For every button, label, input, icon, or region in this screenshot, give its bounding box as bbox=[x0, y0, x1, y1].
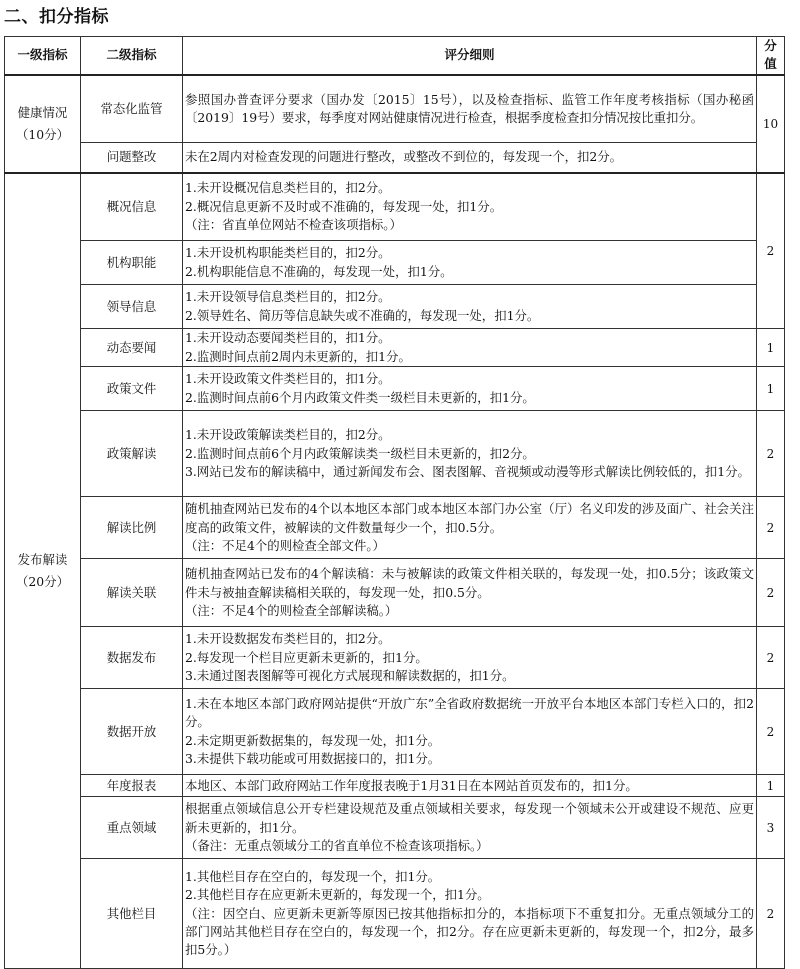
score-value: 2 bbox=[757, 173, 785, 329]
detail-line: 1.其他栏目存在空白的，每发现一个，扣1分。 bbox=[185, 868, 441, 884]
detail-line: 1.未开设数据发布类栏目的，扣2分。 bbox=[185, 631, 391, 647]
detail-line: 2.其他栏目存在应更新未更新的，每发现一个，扣1分。 bbox=[185, 887, 490, 903]
category-total: （20分） bbox=[16, 574, 69, 590]
table-row bbox=[5, 143, 785, 173]
indicator-name: 解读关联 bbox=[81, 559, 183, 627]
detail-line: （注：不足4个的则检查全部解读稿。） bbox=[185, 603, 398, 619]
score-value: 2 bbox=[757, 689, 785, 775]
indicator-detail bbox=[183, 411, 757, 497]
detail-line: 2.监测时间点前6个月内政策解读类一级栏目未更新的，扣2分。 bbox=[185, 445, 535, 461]
header-level1: 一级指标 bbox=[5, 37, 81, 75]
category-name: 发布解读 bbox=[17, 552, 68, 568]
indicator-detail bbox=[183, 241, 757, 285]
detail-line: （注：省直单位网站不检查该项指标。） bbox=[185, 217, 402, 233]
detail-line: 本地区、本部门政府网站工作年度报表晚于1月31日在本网站首页发布的，扣1分。 bbox=[185, 777, 638, 793]
detail-line: 1.未在本地区本部门政府网站提供“开放广东”全省政府数据统一开放平台本地区本部门专栏入口的，扣2分。 bbox=[185, 696, 754, 730]
category-total: （10分） bbox=[16, 126, 69, 142]
indicator-detail bbox=[183, 497, 757, 559]
score-value: 3 bbox=[757, 797, 785, 859]
score-value: 1 bbox=[757, 329, 785, 367]
indicator-name: 动态要闻 bbox=[81, 329, 183, 367]
detail-line: 2.监测时间点前2周内未更新的，扣1分。 bbox=[185, 348, 411, 364]
indicator-name: 数据开放 bbox=[81, 689, 183, 775]
score-value: 1 bbox=[757, 775, 785, 797]
score-value: 1 bbox=[757, 367, 785, 411]
section-title: 二、扣分指标 bbox=[4, 7, 109, 27]
indicator-detail bbox=[183, 143, 757, 173]
score-value: 10 bbox=[757, 75, 785, 173]
indicator-name: 其他栏目 bbox=[81, 859, 183, 969]
header-level2: 二级指标 bbox=[81, 37, 183, 75]
detail-line: 1.未开设机构职能类栏目的，扣2分。 bbox=[185, 245, 391, 261]
indicator-name: 领导信息 bbox=[81, 285, 183, 329]
indicator-detail bbox=[183, 285, 757, 329]
indicator-detail bbox=[183, 367, 757, 411]
indicator-name: 年度报表 bbox=[81, 775, 183, 797]
table-row bbox=[5, 173, 785, 241]
category-publish bbox=[5, 173, 81, 969]
table-row bbox=[5, 329, 785, 367]
table-row bbox=[5, 627, 785, 689]
detail-line: 2.监测时间点前6个月内政策文件类一级栏目未更新的，扣1分。 bbox=[185, 389, 535, 405]
indicator-name: 政策解读 bbox=[81, 411, 183, 497]
table-row bbox=[5, 689, 785, 775]
table-row bbox=[5, 285, 785, 329]
detail-line: （备注：无重点领域分工的省直单位不检查该项指标。） bbox=[185, 838, 489, 854]
indicator-name: 问题整改 bbox=[81, 143, 183, 173]
indicator-name: 常态化监管 bbox=[81, 75, 183, 143]
indicator-name: 机构职能 bbox=[81, 241, 183, 285]
detail-line: 随机抽查网站已发布的4个以本地区本部门或本地区本部门办公室（厅）名义印发的涉及面广、社会关注度高的政策文件，被解读的文件数量每少一个，扣0.5分。 bbox=[185, 501, 754, 535]
table-row bbox=[5, 797, 785, 859]
detail-line: 1.未开设概况信息类栏目的，扣2分。 bbox=[185, 180, 391, 196]
indicator-name: 解读比例 bbox=[81, 497, 183, 559]
table-row bbox=[5, 241, 785, 285]
header-score: 分值 bbox=[757, 37, 785, 75]
table-row bbox=[5, 775, 785, 797]
table-row bbox=[5, 497, 785, 559]
detail-line: 2.每发现一个栏目应更新未更新的，扣1分。 bbox=[185, 649, 428, 665]
detail-line: 2.未定期更新数据集的，每发现一处，扣1分。 bbox=[185, 732, 441, 748]
indicator-detail bbox=[183, 797, 757, 859]
detail-line: 1.未开设领导信息类栏目的，扣2分。 bbox=[185, 289, 391, 305]
indicator-detail bbox=[183, 775, 757, 797]
score-value: 2 bbox=[757, 559, 785, 627]
indicator-name: 重点领域 bbox=[81, 797, 183, 859]
detail-line: 1.未开设动态要闻类栏目的，扣1分。 bbox=[185, 330, 391, 346]
indicator-detail bbox=[183, 75, 757, 143]
score-value: 2 bbox=[757, 627, 785, 689]
detail-line: 2.机构职能信息不准确的，每发现一处，扣1分。 bbox=[185, 263, 453, 279]
detail-line: 随机抽查网站已发布的4个解读稿：未与被解读的政策文件相关联的，每发现一处，扣0.5分；该政策文件未与被抽查解读稿相关联的，每发现一处，扣0.5分。 bbox=[185, 566, 754, 600]
indicator-detail bbox=[183, 859, 757, 969]
table-row bbox=[5, 859, 785, 969]
indicator-detail bbox=[183, 173, 757, 241]
scoring-table bbox=[4, 36, 785, 969]
indicator-name: 概况信息 bbox=[81, 173, 183, 241]
score-value: 2 bbox=[757, 411, 785, 497]
indicator-detail bbox=[183, 627, 757, 689]
detail-line: 参照国办普查评分要求（国办发〔2015〕15号），以及检查指标、监管工作年度考核指标（国办秘函〔2019〕19号）要求，每季度对网站健康情况进行检查，根据季度检查扣分情况按比重扣分。 bbox=[185, 91, 754, 126]
detail-line: （注：不足4个的则检查全部文件。） bbox=[185, 538, 385, 554]
indicator-detail bbox=[183, 689, 757, 775]
score-value: 2 bbox=[757, 859, 785, 969]
detail-line: 1.未开设政策解读类栏目的，扣2分。 bbox=[185, 427, 391, 443]
detail-line: 3.网站已发布的解读稿中，通过新闻发布会、图表图解、音视频或动漫等形式解读比例较低的，扣1分。 bbox=[185, 464, 750, 480]
indicator-detail bbox=[183, 329, 757, 367]
detail-line: 2.概况信息更新不及时或不准确的，每发现一处，扣1分。 bbox=[185, 198, 503, 214]
table-header-row bbox=[5, 37, 785, 75]
table-row bbox=[5, 367, 785, 411]
detail-line: 3.未通过图表图解等可视化方式展现和解读数据的，扣1分。 bbox=[185, 668, 515, 684]
detail-line: 2.领导姓名、简历等信息缺失或不准确的，每发现一处，扣1分。 bbox=[185, 307, 540, 323]
table-row bbox=[5, 75, 785, 143]
table-row bbox=[5, 411, 785, 497]
indicator-name: 政策文件 bbox=[81, 367, 183, 411]
detail-line: 未在2周内对检查发现的问题进行整改，或整改不到位的，每发现一个，扣2分。 bbox=[185, 149, 623, 165]
indicator-name: 数据发布 bbox=[81, 627, 183, 689]
detail-line: 3.未提供下载功能或可用数据接口的，扣1分。 bbox=[185, 751, 441, 767]
score-value: 2 bbox=[757, 497, 785, 559]
detail-line: 1.未开设政策文件类栏目的，扣1分。 bbox=[185, 371, 391, 387]
category-health bbox=[5, 75, 81, 173]
indicator-detail bbox=[183, 559, 757, 627]
detail-line: 根据重点领域信息公开专栏建设规范及重点领域相关要求，每发现一个领域未公开或建设不规范、应更新未更新的，扣1分。 bbox=[185, 801, 754, 835]
header-details: 评分细则 bbox=[183, 37, 757, 75]
table-row bbox=[5, 559, 785, 627]
detail-line: （注：因空白、应更新未更新等原因已按其他指标扣分的，本指标项下不重复扣分。无重点领域分工的部门网站其他栏目存在空白的，每发现一个，扣2分。存在应更新未更新的，每发现一个，扣2分，最多扣5分。） bbox=[185, 905, 754, 958]
category-name: 健康情况 bbox=[17, 104, 68, 120]
